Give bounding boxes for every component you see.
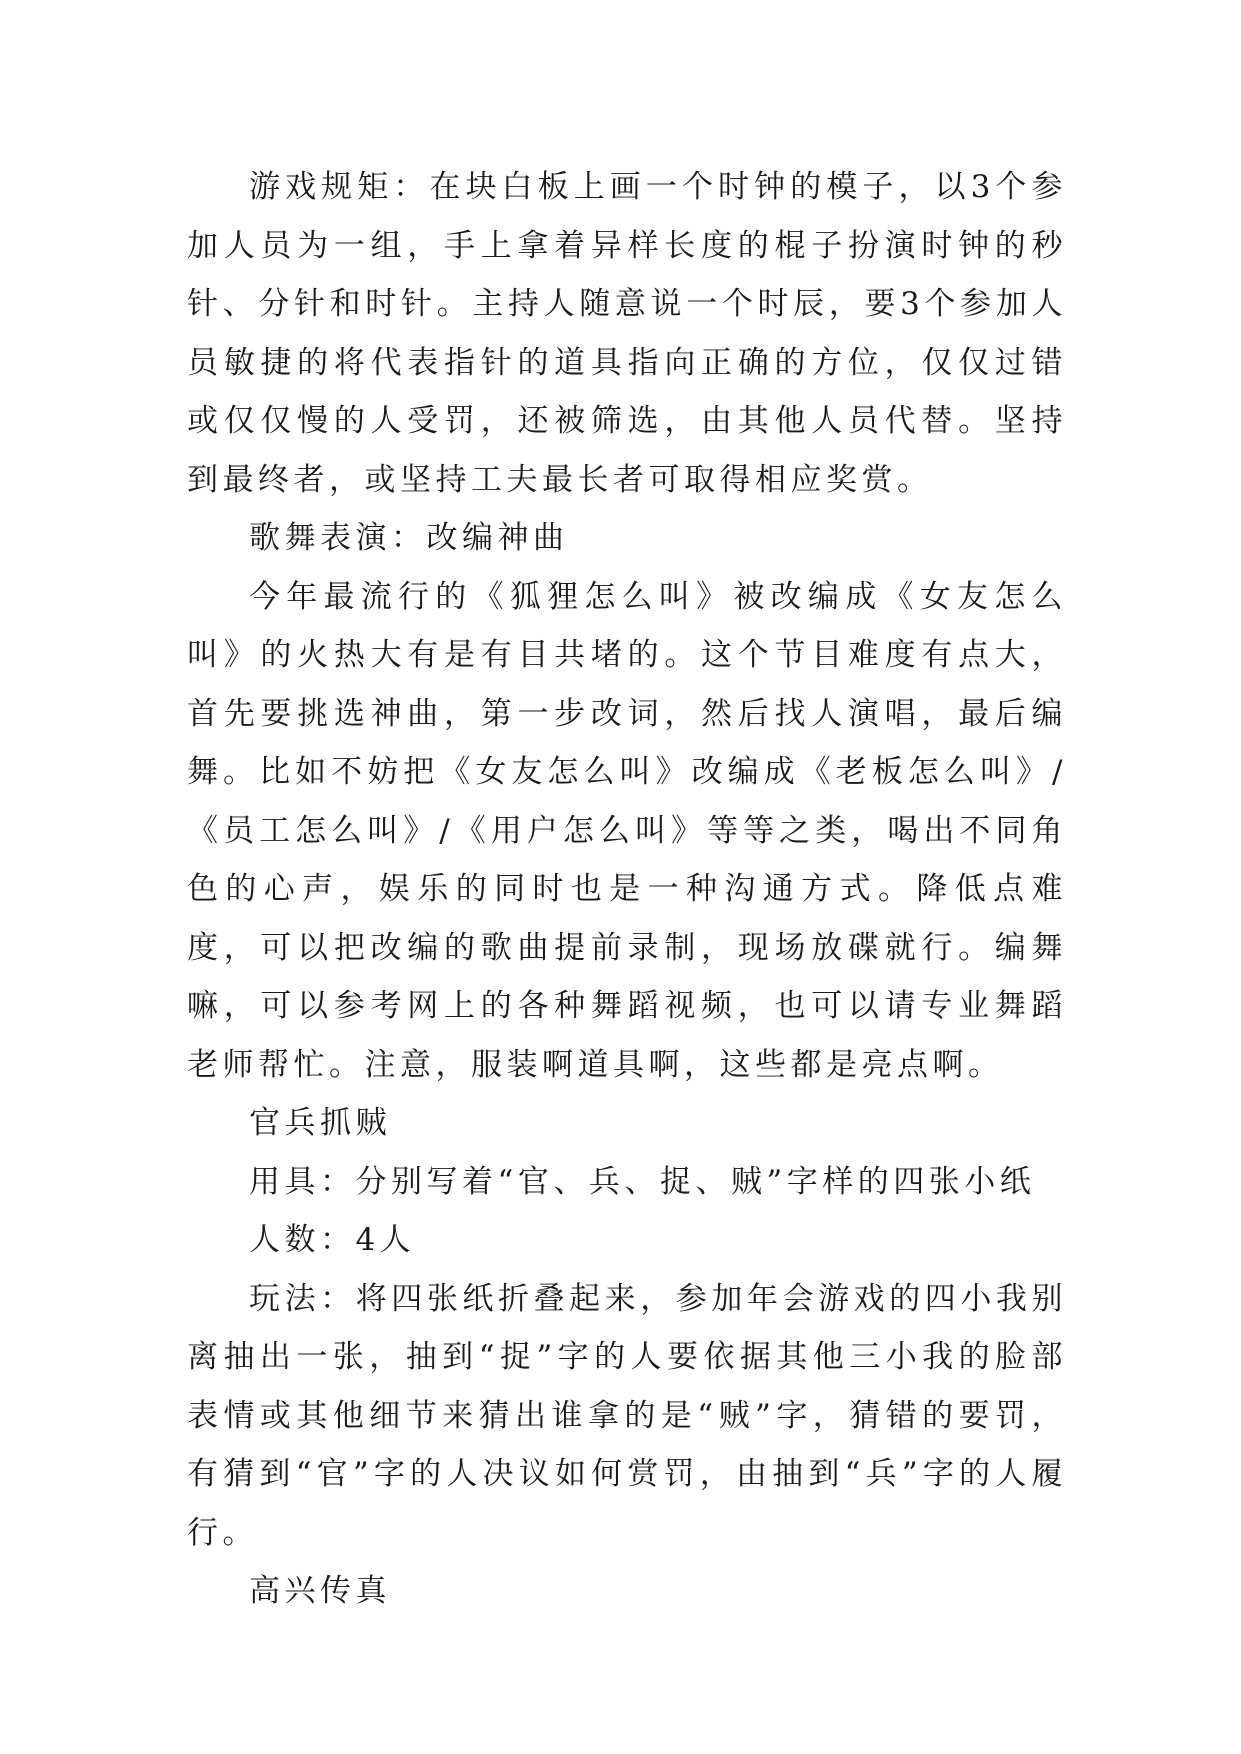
paragraph-clock-game-rules: 游戏规矩：在块白板上画一个时钟的模子，以3个参加人员为一组，手上拿着异样长度的棍子扮演时钟的秒针、分针和时针。主持人随意说一个时辰，要3个参加人员敏捷的将代表指针的道具指向正确的方位，仅仅过错或仅仅慢的人受罚，还被筛选，由其他人员代替。坚持到最终者，或坚持工夫最长者可取得相应奖赏。: [187, 169, 1067, 498]
document-body: [187, 158, 1067, 1621]
heading-song-dance: 歌舞表演：改编神曲: [249, 520, 569, 556]
paragraph-how-to-play: 玩法：将四张纸折叠起来，参加年会游戏的四小我别离抽出一张，抽到“捉”字的人要依据其他三小我的脸部表情或其他细节来猜出谁拿的是“贼”字，猜错的要罚，有猜到“官”字的人决议如何赏罚，由抽到“兵”字的人履行。: [187, 1280, 1067, 1551]
paragraph-player-count: 人数：4人: [249, 1222, 416, 1258]
heading-happy-fax: 高兴传真: [249, 1573, 391, 1609]
paragraph-props: 用具：分别写着“官、兵、捉、贼”字样的四张小纸: [249, 1163, 1036, 1200]
paragraph-song-dance: 今年最流行的《狐狸怎么叫》被改编成《女友怎么叫》的火热大有是有目共堵的。这个节目难度有点大，首先要挑选神曲，第一步改词，然后找人演唱，最后编舞。比如不妨把《女友怎么叫》改编成《老板怎么叫》/《员工怎么叫》/《用户怎么叫》等等之类，喝出不同角色的心声，娱乐的同时也是一种沟通方式。降低点难度，可以把改编的歌曲提前录制，现场放碟就行。编舞嘛，可以参考网上的各种舞蹈视频，也可以请专业舞蹈老师帮忙。注意，服装啊道具啊，这些都是亮点啊。: [187, 578, 1067, 1083]
heading-officer-catch-thief: 官兵抓贼: [249, 1105, 391, 1141]
